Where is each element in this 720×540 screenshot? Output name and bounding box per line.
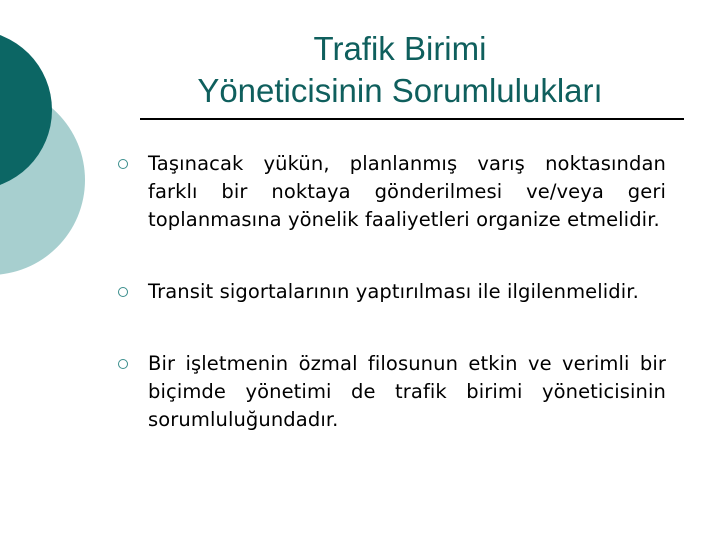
bullet-text: Transit sigortalarının yaptırılması ile ilgilenmelidir. xyxy=(148,280,639,303)
bullet-item xyxy=(118,350,666,434)
title-divider xyxy=(140,118,684,120)
title-line-1: Trafik Birimi xyxy=(313,30,487,67)
corner-decoration xyxy=(0,0,120,300)
bullet-text: Taşınacak yükün, planlanmış varış noktasından farklı bir noktaya gönderilmesi ve/veya geri toplanmasına yönelik faaliyetleri organize etmelidir. xyxy=(148,152,666,231)
bullet-item xyxy=(118,278,666,306)
bullet-list xyxy=(118,150,666,478)
bullet-circle-icon xyxy=(118,159,128,169)
bullet-text: Bir işletmenin özmal filosunun etkin ve verimli bir biçimde yönetimi de trafik birimi yöneticisinin sorumluluğundadır. xyxy=(148,352,666,431)
bullet-item xyxy=(118,150,666,234)
bullet-circle-icon xyxy=(118,287,128,297)
slide-title xyxy=(120,28,680,112)
bullet-circle-icon xyxy=(118,359,128,369)
title-line-2: Yöneticisinin Sorumlulukları xyxy=(197,72,603,109)
